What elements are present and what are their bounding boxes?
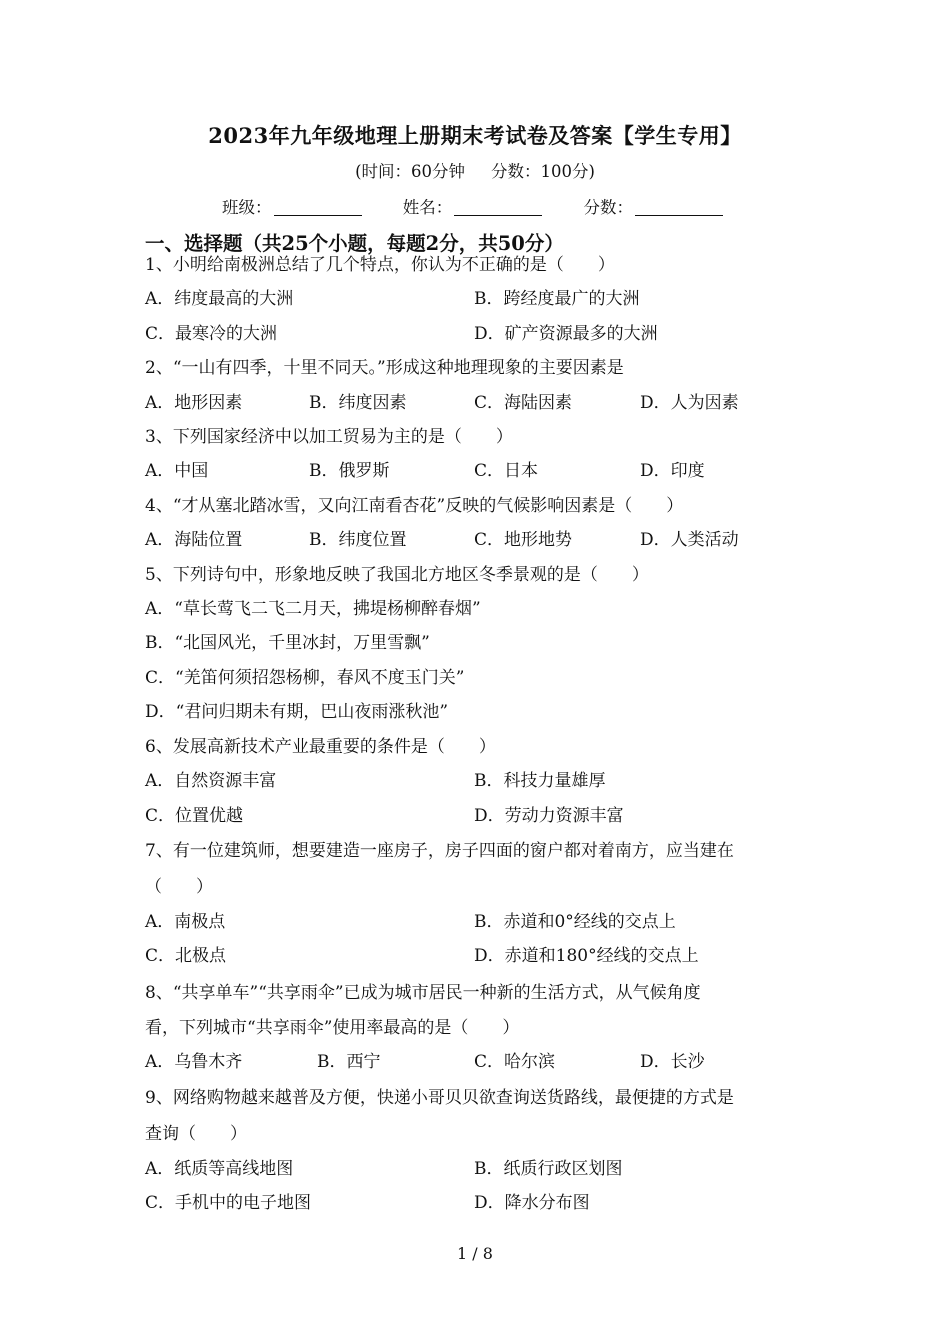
question-2-option-b: B．纬度因素 — [309, 393, 407, 413]
question-5-option-d: D．“君问归期未有期，巴山夜雨涨秋池” — [145, 702, 449, 722]
question-8-option-c: C．哈尔滨 — [474, 1052, 556, 1072]
question-5-option-a: A．“草长莺飞二飞二月天，拂堤杨柳醉春烟” — [145, 599, 481, 619]
question-2-option-a: A．地形因素 — [145, 393, 243, 413]
question-8-option-a: A．乌鲁木齐 — [145, 1052, 243, 1072]
question-4-option-a: A．海陆位置 — [145, 530, 243, 550]
question-8-option-d: D．长沙 — [640, 1052, 705, 1072]
question-8-option-b: B．西宁 — [317, 1052, 381, 1072]
question-2-stem: 2、“一山有四季，十里不同天。”形成这种地理现象的主要因素是 — [145, 358, 624, 378]
question-6-option-d: D．劳动力资源丰富 — [474, 806, 624, 826]
name-label: 姓名： — [402, 198, 453, 217]
exam-subtitle — [0, 158, 950, 182]
question-3-option-a: A．中国 — [145, 461, 209, 481]
question-6-option-c: C．位置优越 — [145, 806, 244, 826]
section-heading: 一、选择题（共25个小题，每题2分，共50分） — [145, 232, 564, 255]
question-9-option-a: A．纸质等高线地图 — [145, 1159, 294, 1179]
question-5-stem: 5、下列诗句中，形象地反映了我国北方地区冬季景观的是（ ） — [145, 565, 649, 585]
page-title: 2023年九年级地理上册期末考试卷及答案【学生专用】 — [208, 123, 742, 148]
score-label: 分数： — [583, 198, 633, 217]
question-7-option-a: A．南极点 — [145, 912, 226, 932]
score-info: 分数：100分) — [491, 162, 595, 181]
question-1-option-d: D．矿产资源最多的大洲 — [474, 324, 658, 344]
question-3-option-c: C．日本 — [474, 461, 539, 481]
question-4-option-b: B．纬度位置 — [309, 530, 407, 550]
question-3-stem: 3、下列国家经济中以加工贸易为主的是（ ） — [145, 427, 513, 447]
question-9-option-b: B．纸质行政区划图 — [474, 1159, 623, 1179]
question-9-stem-cont: 查询（ ） — [145, 1124, 247, 1144]
name-blank — [454, 199, 542, 216]
question-9-stem: 9、网络购物越来越普及方便，快递小哥贝贝欲查询送货路线，最便捷的方式是 — [145, 1088, 734, 1108]
question-1-option-b: B．跨经度最广的大洲 — [474, 289, 640, 309]
question-8-stem: 8、“共享单车”“共享雨伞”已成为城市居民一种新的生活方式，从气候角度 — [145, 983, 701, 1003]
question-6-option-b: B．科技力量雄厚 — [474, 771, 606, 791]
question-3-option-d: D．印度 — [640, 461, 705, 481]
question-4-option-c: C．地形地势 — [474, 530, 573, 550]
page-number: 1 / 8 — [457, 1244, 493, 1263]
class-field — [222, 194, 362, 218]
question-1-option-c: C．最寒冷的大洲 — [145, 324, 278, 344]
question-7-stem: 7、有一位建筑师，想要建造一座房子，房子四面的窗户都对着南方，应当建在 — [145, 841, 734, 861]
question-7-option-d: D．赤道和180°经线的交点上 — [474, 946, 699, 966]
question-1-option-a: A．纬度最高的大洲 — [145, 289, 294, 309]
question-5-option-b: B．“北国风光，千里冰封，万里雪飘” — [145, 633, 430, 653]
class-label: 班级： — [222, 198, 272, 217]
student-info-row — [222, 194, 759, 218]
name-field — [403, 194, 543, 218]
question-2-option-c: C．海陆因素 — [474, 393, 573, 413]
question-7-option-b: B．赤道和0°经线的交点上 — [474, 912, 676, 932]
question-9-option-d: D．降水分布图 — [474, 1193, 590, 1213]
question-6-option-a: A．自然资源丰富 — [145, 771, 277, 791]
question-1-stem: 1、小明给南极洲总结了几个特点，你认为不正确的是（ ） — [145, 255, 615, 275]
question-6-stem: 6、发展高新技术产业最重要的条件是（ ） — [145, 737, 496, 757]
question-2-option-d: D．人为因素 — [640, 393, 739, 413]
question-8-stem-cont: 看，下列城市“共享雨伞”使用率最高的是（ ） — [145, 1018, 520, 1038]
question-7-option-c: C．北极点 — [145, 946, 227, 966]
question-4-stem: 4、“才从塞北踏冰雪，又向江南看杏花”反映的气候影响因素是（ ） — [145, 496, 684, 516]
class-blank — [274, 199, 362, 216]
question-4-option-d: D．人类活动 — [640, 530, 739, 550]
question-7-stem-cont: （ ） — [145, 877, 213, 897]
question-9-option-c: C．手机中的电子地图 — [145, 1193, 312, 1213]
question-5-option-c: C．“羌笛何须招怨杨柳，春风不度玉门关” — [145, 668, 465, 688]
score-blank — [635, 199, 723, 216]
time-info: (时间：60分钟 — [355, 162, 465, 181]
question-3-option-b: B．俄罗斯 — [309, 461, 390, 481]
score-field — [584, 194, 724, 218]
